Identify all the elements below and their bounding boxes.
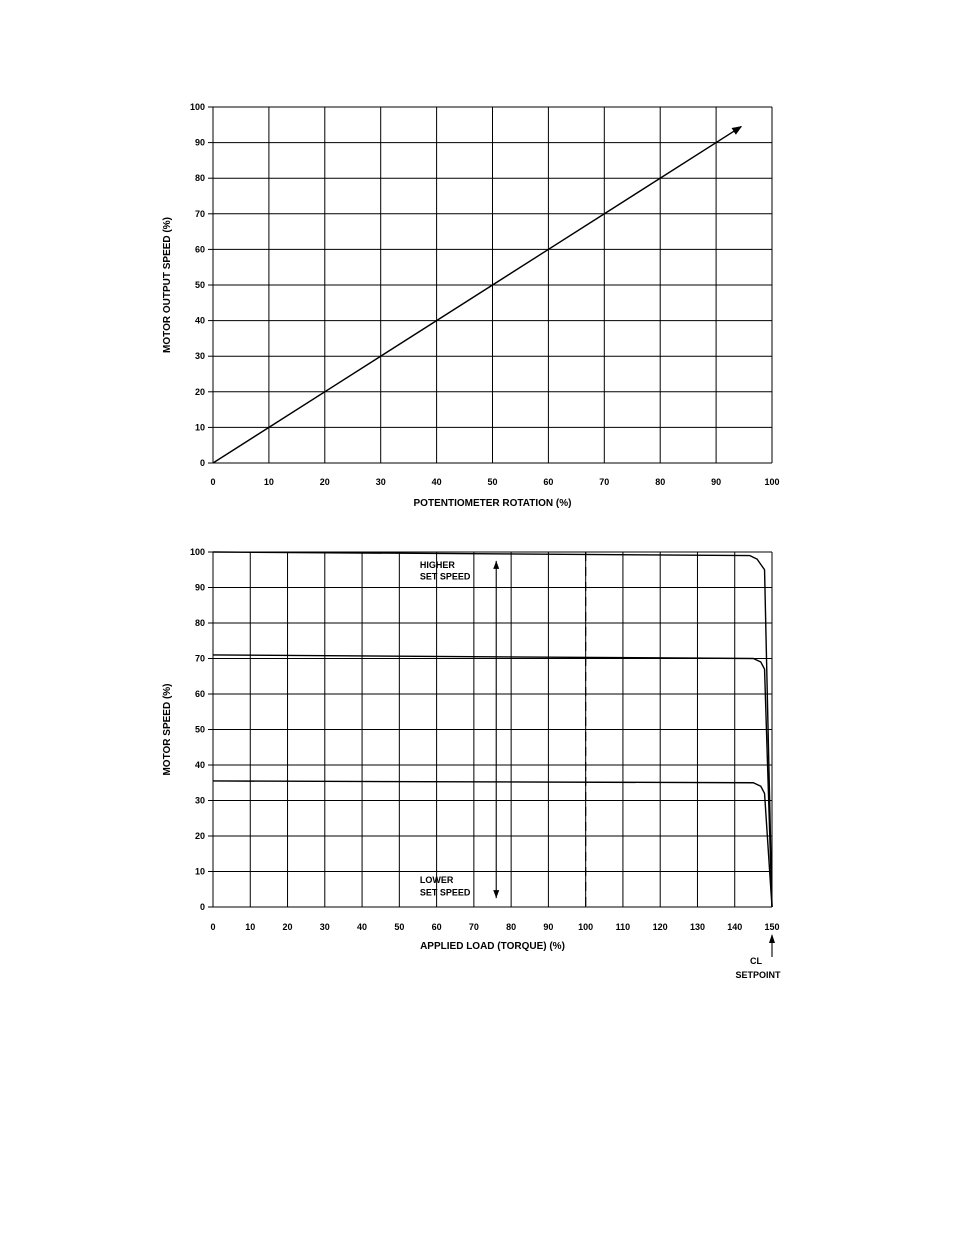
x-tick-label: 10 [263,477,274,487]
y-tick-label: 20 [194,831,205,841]
y-tick-label: 90 [194,582,205,593]
x-tick-label: 130 [689,922,705,932]
y-tick-label: 10 [194,866,205,877]
y-tick-label: 40 [194,315,205,326]
series-line-3 [213,781,772,907]
series-line-1 [213,127,741,463]
x-tick-label: 150 [764,922,780,932]
cl-label-line1: CL [750,956,762,966]
x-tick-label: 70 [599,477,610,487]
x-tick-label: 0 [210,477,216,487]
y-tick-label: 80 [194,173,205,184]
y-tick-label: 30 [194,351,205,362]
x-tick-label: 100 [578,922,594,932]
x-tick-label: 50 [487,477,498,487]
x-tick-label: 60 [543,477,554,487]
x-tick-label: 90 [711,477,722,487]
y-tick-label: 70 [194,208,205,219]
y-axis-label: MOTOR SPEED (%) [162,683,173,776]
y-tick-label: 50 [194,280,205,290]
x-tick-label: 80 [506,922,517,932]
arrow-down-icon [493,890,499,898]
y-tick-label: 100 [189,547,205,557]
x-tick-label: 80 [655,477,666,487]
x-axis-label: APPLIED LOAD (TORQUE) (%) [420,941,565,952]
arrow-up-icon [493,561,499,569]
y-tick-label: 70 [194,653,205,664]
y-tick-label: 90 [194,137,205,148]
x-tick-label: 20 [319,477,330,487]
y-axis-label: MOTOR OUTPUT SPEED (%) [162,217,173,353]
annotation-higher-line1: HIGHER [419,559,455,570]
x-tick-label: 110 [615,922,631,932]
x-tick-label: 0 [210,922,216,932]
y-tick-label: 100 [189,102,205,112]
x-tick-label: 30 [319,922,330,932]
x-tick-label: 140 [727,922,743,932]
x-tick-label: 20 [282,922,293,932]
x-tick-label: 10 [245,922,256,932]
x-tick-label: 40 [431,477,442,487]
chart-speed-vs-rotation [162,102,780,509]
y-tick-label: 20 [194,386,205,397]
annotation-lower-line2: SET SPEED [419,887,471,898]
y-tick-label: 30 [194,795,205,806]
y-tick-label: 60 [194,244,205,255]
y-tick-label: 40 [194,760,205,770]
y-tick-label: 0 [199,458,205,468]
y-tick-label: 10 [194,422,205,433]
x-axis-label: POTENTIOMETER ROTATION (%) [413,498,572,509]
chart-speed-vs-load [162,547,781,980]
y-tick-label: 50 [194,724,205,735]
annotation-higher-line2: SET SPEED [419,571,471,582]
y-tick-label: 60 [194,689,205,699]
x-tick-label: 60 [431,922,442,932]
cl-arrow-icon [769,934,775,943]
annotation-lower-line1: LOWER [419,874,454,885]
x-tick-label: 100 [764,477,780,487]
y-tick-label: 0 [199,902,205,912]
x-tick-label: 50 [394,922,405,932]
y-tick-label: 80 [194,618,205,628]
cl-label-line2: SETPOINT [735,970,781,980]
x-tick-label: 70 [468,922,479,932]
x-tick-label: 30 [375,477,386,487]
x-tick-label: 90 [543,922,554,932]
x-tick-label: 40 [357,922,368,932]
x-tick-label: 120 [652,922,668,932]
